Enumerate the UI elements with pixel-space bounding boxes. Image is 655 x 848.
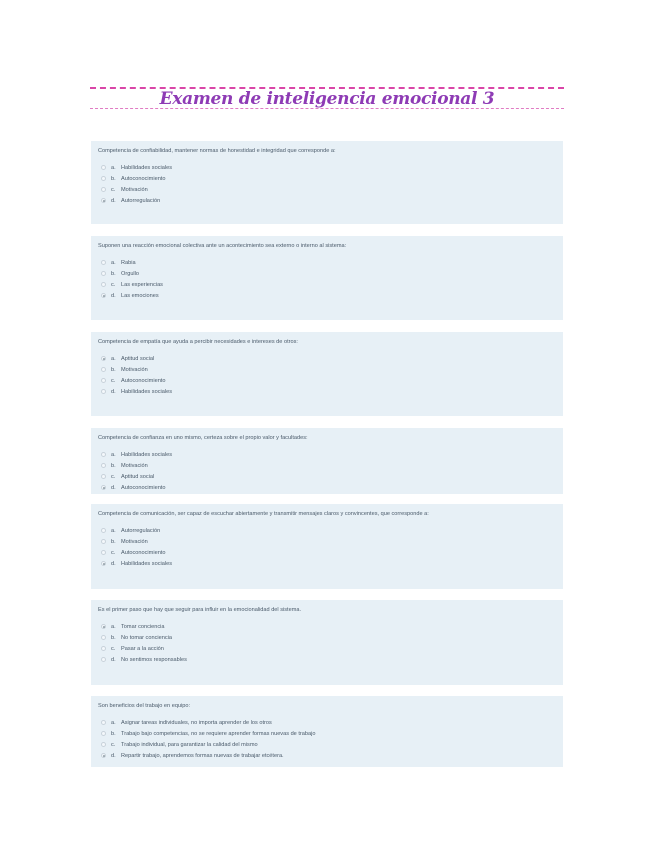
option-label: Habilidades sociales: [121, 164, 172, 171]
question-text: Suponen una reacción emocional colectiva ante un acontecimiento sea externo o interno al sistema:: [98, 243, 347, 249]
answer-option[interactable]: [98, 279, 556, 290]
option-letter: d.: [111, 388, 116, 395]
radio-button[interactable]: [101, 550, 106, 555]
option-label: Autorregulación: [121, 527, 161, 534]
answer-option[interactable]: [98, 558, 556, 569]
option-letter: a.: [111, 451, 116, 458]
option-letter: a.: [111, 719, 116, 726]
answer-option[interactable]: [98, 375, 556, 386]
option-label: Las experiencias: [121, 281, 163, 288]
option-label: Autoconocimiento: [121, 175, 166, 182]
option-label: Tomar conciencia: [121, 623, 165, 630]
question-card: [91, 600, 563, 685]
option-label: Autoconocimiento: [121, 549, 166, 556]
answer-option[interactable]: [98, 386, 556, 397]
answer-option[interactable]: [98, 750, 556, 761]
radio-button-selected[interactable]: [101, 485, 106, 490]
option-letter: b.: [111, 175, 116, 182]
option-letter: d.: [111, 656, 116, 663]
answer-option[interactable]: [98, 632, 556, 643]
option-letter: c.: [111, 473, 116, 480]
option-label: Asignar tareas individuales, no importa aprender de los otros: [121, 719, 272, 726]
answer-option[interactable]: [98, 173, 556, 184]
option-letter: a.: [111, 355, 116, 362]
radio-button[interactable]: [101, 260, 106, 265]
radio-button[interactable]: [101, 463, 106, 468]
answer-option[interactable]: [98, 643, 556, 654]
option-label: Motivación: [121, 538, 148, 545]
radio-button-selected[interactable]: [101, 624, 106, 629]
radio-button[interactable]: [101, 282, 106, 287]
option-letter: c.: [111, 377, 116, 384]
radio-button[interactable]: [101, 176, 106, 181]
option-letter: d.: [111, 560, 116, 567]
option-letter: c.: [111, 645, 116, 652]
option-label: Aptitud social: [121, 473, 155, 480]
answer-option[interactable]: [98, 482, 556, 493]
option-label: Motivación: [121, 366, 148, 373]
answer-option[interactable]: [98, 364, 556, 375]
answer-option[interactable]: [98, 184, 556, 195]
radio-button[interactable]: [101, 528, 106, 533]
question-card: [91, 141, 563, 224]
radio-button-selected[interactable]: [101, 198, 106, 203]
radio-button-selected[interactable]: [101, 561, 106, 566]
answer-option[interactable]: [98, 460, 556, 471]
answer-option[interactable]: [98, 547, 556, 558]
option-label: No tomar conciencia: [121, 634, 172, 641]
answer-option[interactable]: [98, 621, 556, 632]
question-text: Es el primer paso que hay que seguir para influir en la emocionalidad del sistema.: [98, 607, 302, 613]
option-label: Autoconocimiento: [121, 377, 166, 384]
answer-option[interactable]: [98, 257, 556, 268]
radio-button[interactable]: [101, 720, 106, 725]
answer-option[interactable]: [98, 268, 556, 279]
answer-option[interactable]: [98, 449, 556, 460]
question-text: Competencia de empatía que ayuda a percibir necesidades e intereses de otros:: [98, 339, 298, 345]
answer-option[interactable]: [98, 728, 556, 739]
header-divider-bottom: [90, 108, 564, 109]
radio-button[interactable]: [101, 367, 106, 372]
question-card: [91, 696, 563, 767]
option-letter: b.: [111, 462, 116, 469]
radio-button-selected[interactable]: [101, 293, 106, 298]
option-letter: b.: [111, 634, 116, 641]
option-letter: b.: [111, 538, 116, 545]
radio-button[interactable]: [101, 165, 106, 170]
question-card: [91, 428, 563, 494]
answer-option[interactable]: [98, 654, 556, 665]
option-label: Autoconocimiento: [121, 484, 166, 491]
option-letter: c.: [111, 281, 116, 288]
option-letter: b.: [111, 270, 116, 277]
option-label: Habilidades sociales: [121, 451, 172, 458]
answer-option[interactable]: [98, 290, 556, 301]
question-card: [91, 332, 563, 416]
radio-button[interactable]: [101, 539, 106, 544]
option-letter: a.: [111, 527, 116, 534]
option-letter: c.: [111, 549, 116, 556]
radio-button[interactable]: [101, 635, 106, 640]
option-label: Autorregulación: [121, 197, 161, 204]
option-label: Habilidades sociales: [121, 388, 172, 395]
radio-button[interactable]: [101, 271, 106, 276]
option-label: Aptitud social: [121, 355, 155, 362]
answer-option[interactable]: [98, 471, 556, 482]
page-title: Examen de inteligencia emocional 3: [159, 89, 495, 109]
option-letter: a.: [111, 259, 116, 266]
radio-button[interactable]: [101, 378, 106, 383]
option-label: No sentimos responsables: [121, 656, 187, 663]
option-letter: c.: [111, 741, 116, 748]
option-label: Las emociones: [121, 292, 159, 299]
option-letter: b.: [111, 730, 116, 737]
answer-option[interactable]: [98, 717, 556, 728]
answer-option[interactable]: [98, 353, 556, 364]
option-letter: d.: [111, 292, 116, 299]
option-letter: a.: [111, 623, 116, 630]
option-letter: c.: [111, 186, 116, 193]
option-letter: a.: [111, 164, 116, 171]
question-card: [91, 236, 563, 320]
answer-option[interactable]: [98, 739, 556, 750]
question-text: Competencia de confianza en uno mismo, certeza sobre el propio valor y facultades:: [98, 435, 308, 441]
option-letter: b.: [111, 366, 116, 373]
option-label: Motivación: [121, 462, 148, 469]
answer-option[interactable]: [98, 195, 556, 206]
radio-button[interactable]: [101, 452, 106, 457]
option-label: Trabajo individual, para garantizar la calidad del mismo: [121, 741, 258, 748]
option-label: Pasar a la acción: [121, 645, 164, 652]
answer-option[interactable]: [98, 525, 556, 536]
radio-button[interactable]: [101, 474, 106, 479]
question-card: [91, 504, 563, 589]
radio-button-selected[interactable]: [101, 753, 106, 758]
option-letter: d.: [111, 752, 116, 759]
radio-button[interactable]: [101, 657, 106, 662]
radio-button[interactable]: [101, 731, 106, 736]
option-label: Habilidades sociales: [121, 560, 172, 567]
option-letter: d.: [111, 484, 116, 491]
radio-button-selected[interactable]: [101, 356, 106, 361]
option-label: Motivación: [121, 186, 148, 193]
option-label: Repartir trabajo, aprendemos formas nuevas de trabajar etcétera.: [121, 752, 284, 759]
option-label: Rabia: [121, 259, 136, 266]
option-letter: d.: [111, 197, 116, 204]
answer-option[interactable]: [98, 536, 556, 547]
radio-button[interactable]: [101, 646, 106, 651]
radio-button[interactable]: [101, 187, 106, 192]
question-text: Competencia de comunicación, ser capaz de escuchar abiertamente y transmitir mensajes claros y convincentes, que corresponde a:: [98, 511, 429, 517]
option-label: Orgullo: [121, 270, 140, 277]
question-text: Competencia de confiabilidad, mantener normas de honestidad e integridad que corresponde a:: [98, 148, 336, 154]
answer-option[interactable]: [98, 162, 556, 173]
question-text: Son beneficios del trabajo en equipo:: [98, 703, 191, 709]
option-label: Trabajo bajo competencias, no se requiere aprender formas nuevas de trabajo: [121, 730, 316, 737]
radio-button[interactable]: [101, 742, 106, 747]
radio-button[interactable]: [101, 389, 106, 394]
